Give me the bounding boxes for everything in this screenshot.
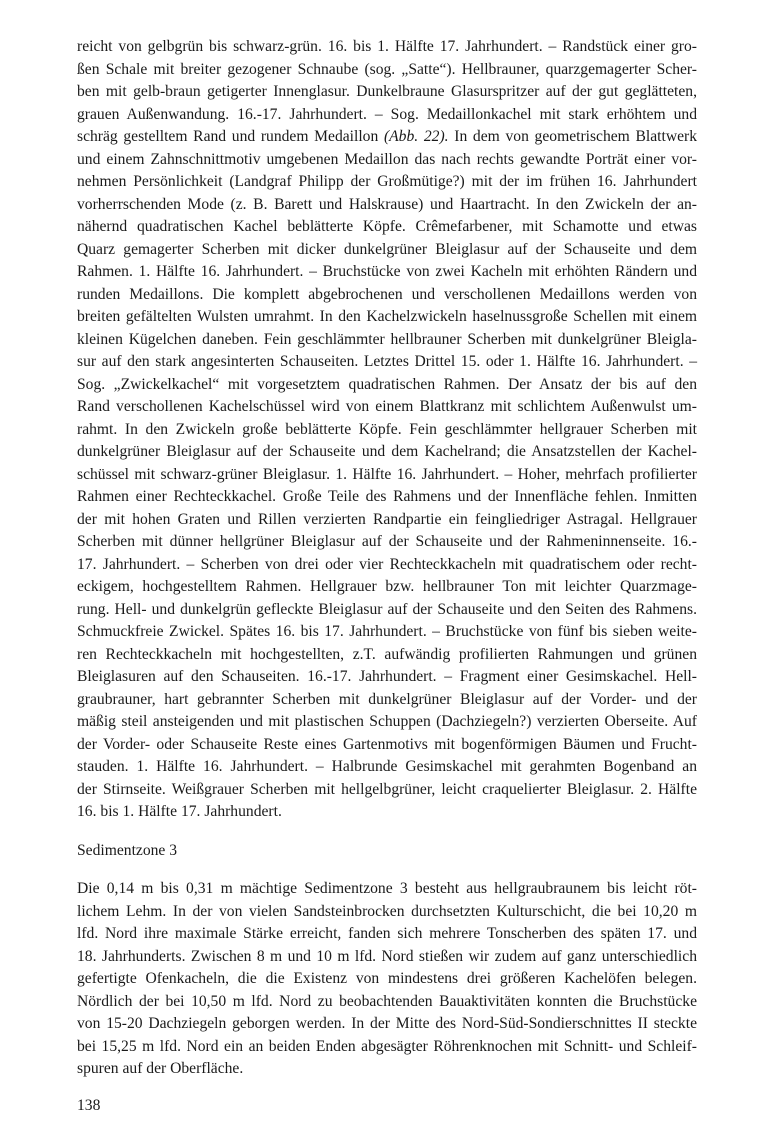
text-line: Rahmen einer Rechteckkachel. Große Teile des Rahmens und der Innenfläche fehlen. Inmitten: [77, 488, 697, 505]
text-line: runden Medaillons. Die komplett abgebrochenen und verschollenen Medaillons werden von: [77, 285, 697, 303]
text-line-last: 16. bis 1. Hälfte 17. Jahrhundert.: [77, 803, 282, 820]
text-line: der Vorder- oder Schauseite Reste eines Gartenmotivs mit bogenförmigen Bäumen und Frucht-: [77, 735, 697, 753]
text-line: ren Rechteckkacheln mit hochgestellten, z.T. aufwändig profilierten Rahmungen und grünen: [77, 645, 697, 663]
text-line: der mit hohen Graten und Rillen verzierten Randpartie ein feingliedriger Astragal. Hellgrauer: [77, 510, 697, 528]
text-line: reicht von gelbgrün bis schwarz-grün. 16. bis 1. Hälfte 17. Jahrhundert. – Randstück einer gro-: [77, 38, 697, 55]
text-line: [77, 126, 697, 149]
text-line: breiten gefältelten Wulsten umrahmt. In den Kachelzwickeln haselnussgroße Schellen mit einem: [77, 308, 697, 325]
text-line: Rand verschollenen Kachelschüssel wird von einem Blattkranz mit schlichtem Außenwulst um-: [77, 398, 697, 415]
text-line: vorherrschenden Mode (z. B. Barett und Halskrause) und Haartracht. In den Zwickeln der an-: [77, 195, 697, 213]
text-line: gefertigte Ofenkacheln, die die Existenz von mindestens drei größeren Kachelöfen belegen.: [77, 970, 697, 987]
text-line: ben mit gelb-braun getigerter Innenglasur. Dunkelbraune Glasurspritzer auf der gut geglätteten,: [77, 83, 697, 100]
text-line: schüssel mit schwarz-grüner Bleiglasur. 1. Hälfte 16. Jahrhundert. – Hoher, mehrfach profilierter: [77, 465, 697, 483]
text-line: 17. Jahrhundert. – Scherben von drei oder vier Rechteckkacheln mit quadratischem oder recht-: [77, 555, 697, 573]
figure-reference: (Abb. 22).: [383, 128, 449, 145]
text-line: eckigem, hochgestelltem Rahmen. Hellgrauer bzw. hellbrauner Ton mit leichter Quarzmage-: [77, 578, 697, 595]
text-line: rung. Hell- und dunkelgrün gefleckte Bleiglasur auf der Schauseite und den Seiten des Rahmens.: [77, 600, 697, 618]
text-line: grauen Außenwandung. 16.-17. Jahrhundert. – Sog. Medaillonkachel mit stark erhöhtem und: [77, 105, 697, 123]
text-line: dunkelgrüner Bleiglasur auf der Schauseite und dem Kachelrand; die Ansatzstellen der Kachel-: [77, 443, 697, 460]
text-line: und einem Zahnschnittmotiv umgebenen Medaillon das nach rechts gewandte Porträt einer vor-: [77, 150, 697, 168]
text-line: mäßig steil ansteigenden und mit plastischen Schuppen (Dachziegeln?) verzierten Oberseite. Auf: [77, 713, 697, 730]
text-line: graubrauner, hart gebrannter Scherben mit dunkelgrüner Bleiglasur auf der Vorder- und der: [77, 690, 697, 708]
text-line: nähernd quadratischen Kachel beblätterte Köpfe. Crêmefarbener, mit Schamotte und etwas: [77, 218, 697, 235]
text-line: bei 15,25 m lfd. Nord ein an beiden Enden abgesägter Röhrenknochen mit Schnitt- und Schleif-: [77, 1037, 697, 1055]
text-line: lfd. Nord ihre maximale Stärke erreicht, fanden sich mehrere Tonscherben des späten 17. und: [77, 925, 697, 942]
text-line: Quarz gemagerter Scherben mit dicker dunkelgrüner Bleiglasur auf der Schauseite und dem: [77, 240, 697, 258]
text-line-head: schräg gestelltem Rand und rundem Medaillon: [77, 128, 384, 145]
text-line: der Stirnseite. Weißgrauer Scherben mit hellgelbgrüner, leicht craquelierter Bleiglasur. 2. Hälfte: [77, 780, 697, 798]
section-heading: Sedimentzone 3: [77, 841, 178, 859]
text-line: kleinen Kügelchen daneben. Fein geschlämmter hellbrauner Scherben mit dunkelgrüner Bleigla-: [77, 330, 697, 348]
text-line: rahmt. In den Zwickeln große beblätterte Köpfe. Fein geschlämmter hellgrauer Scherben mit: [77, 420, 697, 438]
text-line: Sog. „Zwickelkachel“ mit vorgesetztem quadratischen Rahmen. Der Ansatz der bis auf den: [77, 375, 697, 393]
text-line: Bleiglasuren auf den Schauseiten. 16.-17. Jahrhundert. – Fragment einer Gesimskachel. Hell-: [77, 668, 697, 685]
text-line: von 15-20 Dachziegeln geborgen werden. In der Mitte des Nord-Süd-Sondierschnittes II steckte: [77, 1015, 697, 1032]
text-line-tail: In dem von geometrischem Blattwerk: [448, 128, 697, 145]
text-line: lichem Lehm. In der von vielen Sandsteinbrocken durchsetzten Kulturschicht, die bei 10,20 m: [77, 902, 697, 920]
text-line: Die 0,14 m bis 0,31 m mächtige Sedimentzone 3 besteht aus hellgraubraunem bis leicht röt-: [77, 880, 697, 897]
text-line-last: spuren auf der Oberfläche.: [77, 1060, 244, 1077]
text-line: ßen Schale mit breiter gezogener Schnaube (sog. „Satte“). Hellbrauner, quarzgemagerter Scher-: [77, 60, 697, 78]
text-line: Schmuckfreie Zwickel. Spätes 16. bis 17. Jahrhundert. – Bruchstücke von fünf bis sieben weite-: [77, 623, 697, 640]
text-line: 18. Jahrhunderts. Zwischen 8 m und 10 m lfd. Nord stießen wir zudem auf ganz unterschiedlich: [77, 947, 697, 965]
page-number: 138: [77, 1096, 101, 1114]
text-line: Rahmen. 1. Hälfte 16. Jahrhundert. – Bruchstücke von zwei Kacheln mit erhöhten Rändern und: [77, 263, 697, 280]
text-line: stauden. 1. Hälfte 16. Jahrhundert. – Halbrunde Gesimskachel mit gerahmten Bogenband an: [77, 758, 697, 775]
text-line: nehmen Persönlichkeit (Landgraf Philipp der Großmütige?) mit der im frühen 16. Jahrhundert: [77, 173, 697, 190]
text-line: Scherben mit dünner hellgrüner Bleiglasur auf der Schauseite und der Rahmeninnenseite. 16.-: [77, 533, 697, 550]
text-line: sur auf den stark angesinterten Schauseiten. Letztes Drittel 15. oder 1. Hälfte 16. Jahrhundert. –: [77, 353, 697, 370]
text-line: Nördlich der bei 10,50 m lfd. Nord zu beobachtenden Bauaktivitäten konnten die Bruchstücke: [77, 992, 697, 1010]
